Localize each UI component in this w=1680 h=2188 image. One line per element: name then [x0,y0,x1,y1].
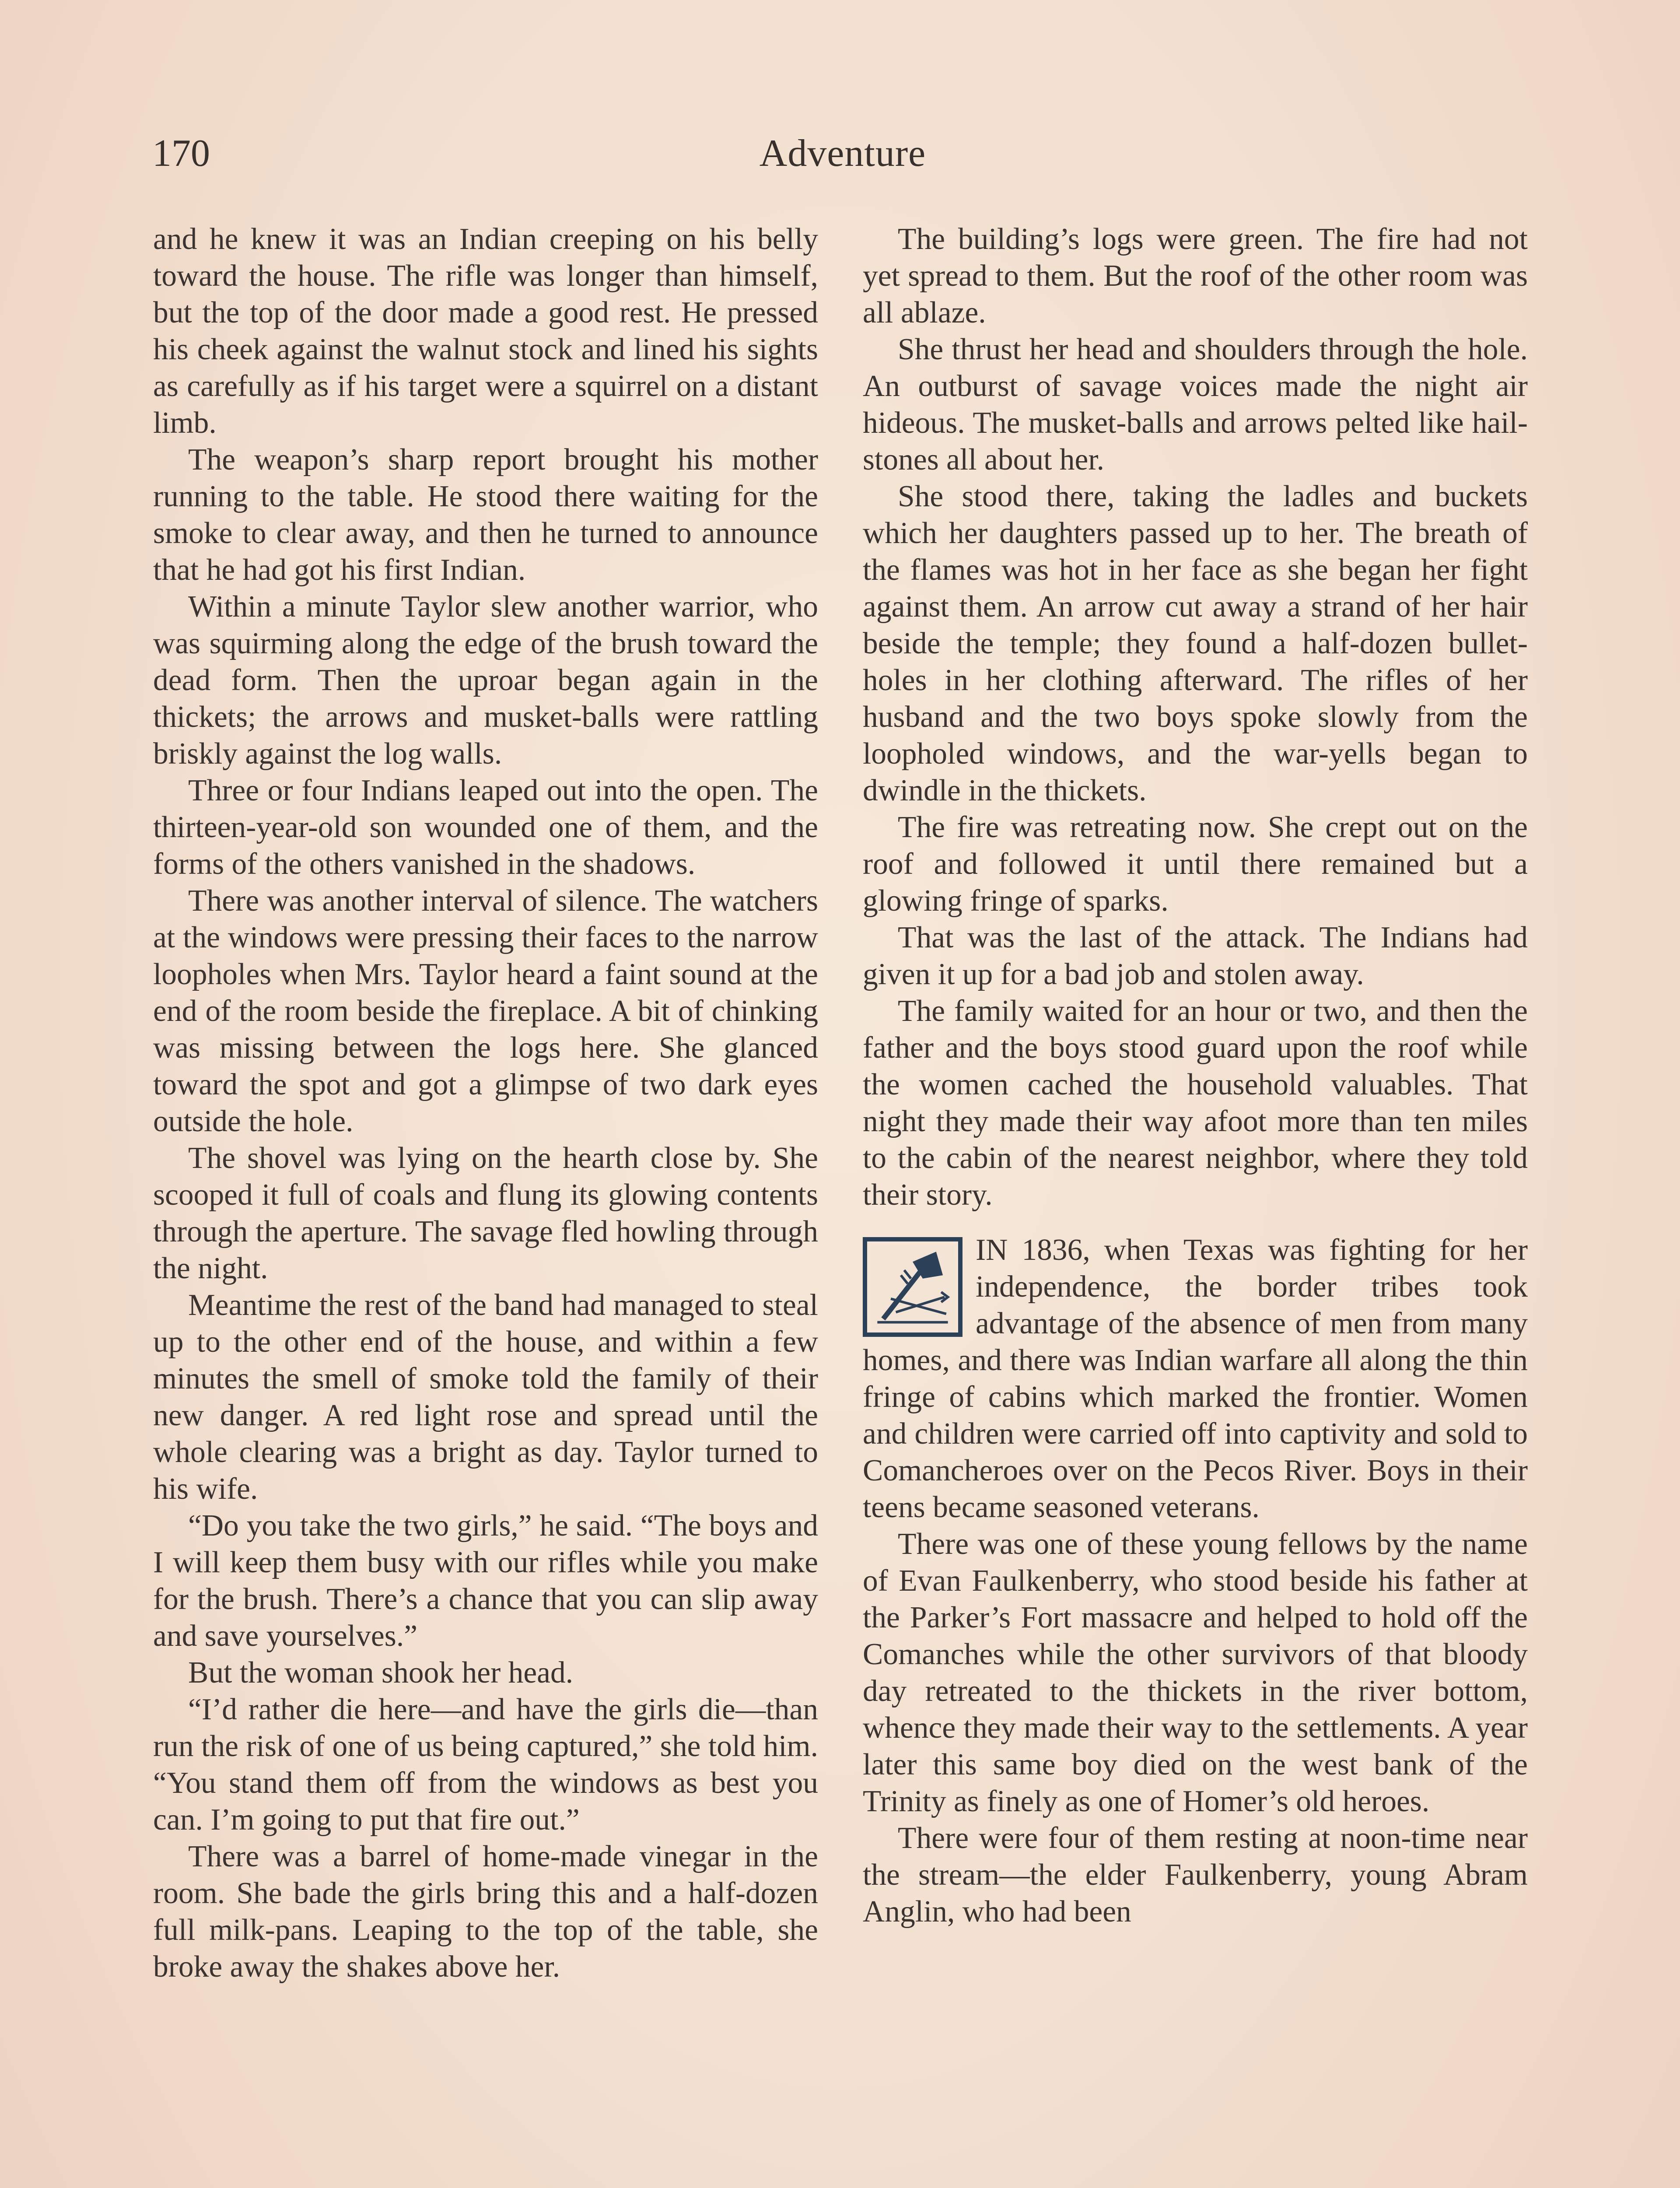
paragraph: The building’s logs were green. The fire had not yet spread to them. But the roof of the other room was all ablaze. [863,222,1528,330]
paragraph: “I’d rather die here—and have the girls die—than run the risk of one of us being captured,” she told him. “You stand them off from the windows as best you can. I’m going to put that fire out.” [153,1693,818,1837]
paragraph: The shovel was lying on the hearth close by. She scooped it full of coals and flung its glowing contents through the aperture. The savage fled howling through the night. [153,1141,818,1285]
paragraph: The fire was retreating now. She crept out on the roof and followed it until there remained but a glowing fringe of sparks. [863,810,1528,918]
paragraph: Within a minute Taylor slew another warrior, who was squirming along the edge of the brush toward the dead form. Then the uproar began again in the thickets; the arrows and musket-balls were rattling briskly against the log walls. [153,590,818,771]
right-column [863,221,1528,1930]
paragraph: The family waited for an hour or two, and then the father and the boys stood guard upon the roof while the women cached the household valuables. That night they made their way afoot more than ten miles to the cabin of the nearest neighbor, where they told their story. [863,994,1528,1212]
paragraph: She stood there, taking the ladles and buckets which her daughters passed up to her. The breath of the flames was hot in her face as she began her fight against them. An arrow cut away a strand of her hair beside the temple; they found a half-dozen bullet-holes in her clothing afterward. The rifles of her husband and the two boys spoke slowly from the loopholed windows, and the war-yells began to dwindle in the thickets. [863,480,1528,807]
paragraph: There was one of these young fellows by the name of Evan Faulkenberry, who stood beside his father at the Parker’s Fort massacre and helped to hold off the Comanches while the other survivors of that bloody day retreated to the thickets in the river bottom, whence they made their way to the settlements. A year later this same boy died on the west bank of the Trinity as finely as one of Homer’s old heroes. [863,1527,1528,1818]
paragraph: There were four of them resting at noon-time near the stream—the elder Faulkenberry, young Abram Anglin, who had been [863,1821,1528,1929]
page-header [152,131,1533,179]
section-break [863,1232,1528,1930]
paragraph: That was the last of the attack. The Indians had given it up for a bad job and stolen away. [863,921,1528,991]
running-head: Adventure [759,132,926,175]
paragraph: IN 1836, when Texas was fighting for her independence, the border tribes took advantage of the absence of men from many homes, and there was Indian warfare all along the thin fringe of cabins which marked the frontier. Women and children were carried off into captivity and sold to Comancheroes over on the Pecos River. Boys in their teens became seasoned veterans. [863,1233,1528,1524]
paragraph: The weapon’s sharp report brought his mother running to the table. He stood there waiting for the smoke to clear away, and then he turned to announce that he had got his first Indian. [153,443,818,587]
paragraph: and he knew it was an Indian creeping on his belly toward the house. The rifle was longer than himself, but the top of the door made a good rest. He pressed his cheek against the walnut stock and lined his sights as carefully as if his target were a squirrel on a distant limb. [153,222,818,440]
paragraph: There was a barrel of home-made vinegar in the room. She bade the girls bring this and a half-dozen full milk-pans. Leaping to the top of the table, she broke away the shakes above her. [153,1840,818,1984]
paragraph: “Do you take the two girls,” he said. “The boys and I will keep them busy with our rifles while you make for the brush. There’s a chance that you can slip away and save yourselves.” [153,1509,818,1653]
paragraph: She thrust her head and shoulders through the hole. An outburst of savage voices made the night air hideous. The musket-balls and arrows pelted like hailstones all about her. [863,333,1528,477]
page-number: 170 [152,132,210,175]
paragraph: Three or four Indians leaped out into the open. The thirteen-year-old son wounded one of them, and the forms of the others vanished in the shadows. [153,774,818,881]
paragraph: There was another interval of silence. The watchers at the windows were pressing their faces to the narrow loopholes when Mrs. Taylor heard a faint sound at the end of the room beside the fireplace. A bit of chinking was missing between the logs here. She glanced toward the spot and got a glimpse of two dark eyes outside the hole. [153,884,818,1138]
left-column [153,221,818,1985]
paragraph: Meantime the rest of the band had managed to steal up to the other end of the house, and within a few minutes the smell of smoke told the family of their new danger. A red light rose and spread until the whole clearing was a bright as day. Taylor turned to his wife. [153,1288,818,1506]
paragraph: But the woman shook her head. [188,1656,574,1690]
axe-and-arrows-icon [863,1237,962,1337]
